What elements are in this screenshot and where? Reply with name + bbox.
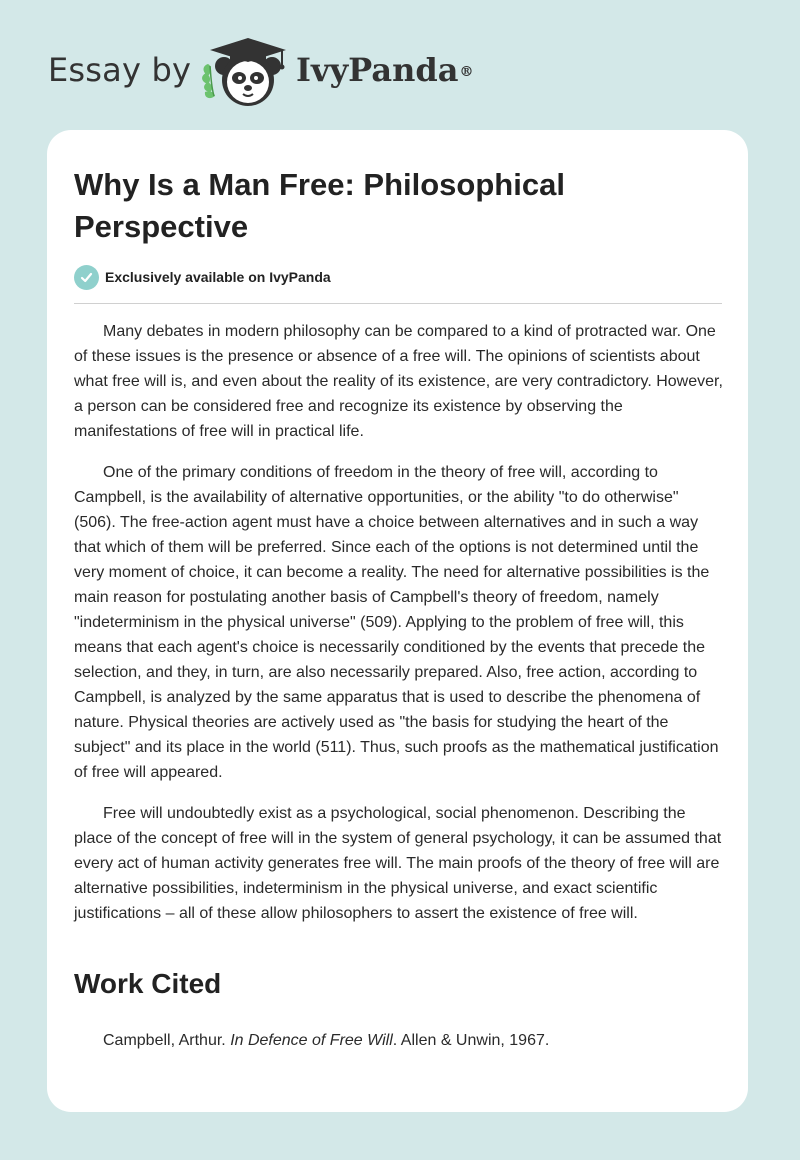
checkmark-icon — [74, 265, 99, 290]
brand-name[interactable] — [296, 50, 473, 90]
paragraph: One of the primary conditions of freedom in the theory of free will, according to Campbell, is the availability of alternative opportunities, or the ability "to do otherwise" (506). The free-action agent must have a choice between alternatives and in such a way that which of them will be preferred. Since each of the options is not determined until the very moment of choice, it can become a reality. The need for alternative possibilities is the main reason for postulating another basis of Campbell's theory of freedom, namely "indeterminism in the physical universe" (509). Applying to the problem of free will, this means that each agent's choice is necessarily conditioned by the events that precede the selection, and they, in turn, are also necessarily prepared. Also, free action, according to Campbell, is analyzed by the same apparatus that is used to describe the phenomena of nature. Physical theories are actively used as "the basis for studying the heart of the subject" and its place in the world (511). Thus, such proofs as the mathematical justification of free will appeared. — [74, 464, 719, 781]
citation — [103, 1029, 549, 1053]
essay-body — [74, 319, 724, 942]
citation-publisher: . Allen & Unwin, 1967. — [392, 1032, 550, 1049]
citation-author: Campbell, Arthur. — [103, 1032, 226, 1049]
citation-title: In Defence of Free Will — [230, 1032, 393, 1049]
registered-mark: ® — [459, 64, 474, 80]
brand-text: IvyPanda — [296, 51, 459, 89]
essay-by-label: Essay by — [48, 51, 192, 89]
panda-graduate-icon — [200, 36, 292, 110]
badge-label: Exclusively available on IvyPanda — [105, 269, 331, 285]
exclusive-badge — [74, 264, 331, 290]
paragraph: Many debates in modern philosophy can be compared to a kind of protracted war. One of these issues is the presence or absence of a free will. The opinions of scientists about what free will is, and even about the reality of its existence, are very contradictory. However, a person can be considered free and recognize its existence by observing the manifestations of free will in practical life. — [74, 323, 723, 440]
works-cited-heading: Work Cited — [74, 968, 222, 999]
page-title: Why Is a Man Free: Philosophical Perspective — [74, 167, 565, 244]
paragraph: Free will undoubtedly exist as a psychological, social phenomenon. Describing the place of the concept of free will in the system of general psychology, it can be assumed that every act of human activity generates free will. The main proofs of the theory of free will are alternative possibilities, indeterminism in the physical universe, and exact scientific justifications – all of these allow philosophers to assert the existence of free will. — [74, 805, 722, 922]
divider — [74, 303, 722, 304]
site-header — [0, 0, 800, 130]
essay-card — [47, 130, 748, 1112]
